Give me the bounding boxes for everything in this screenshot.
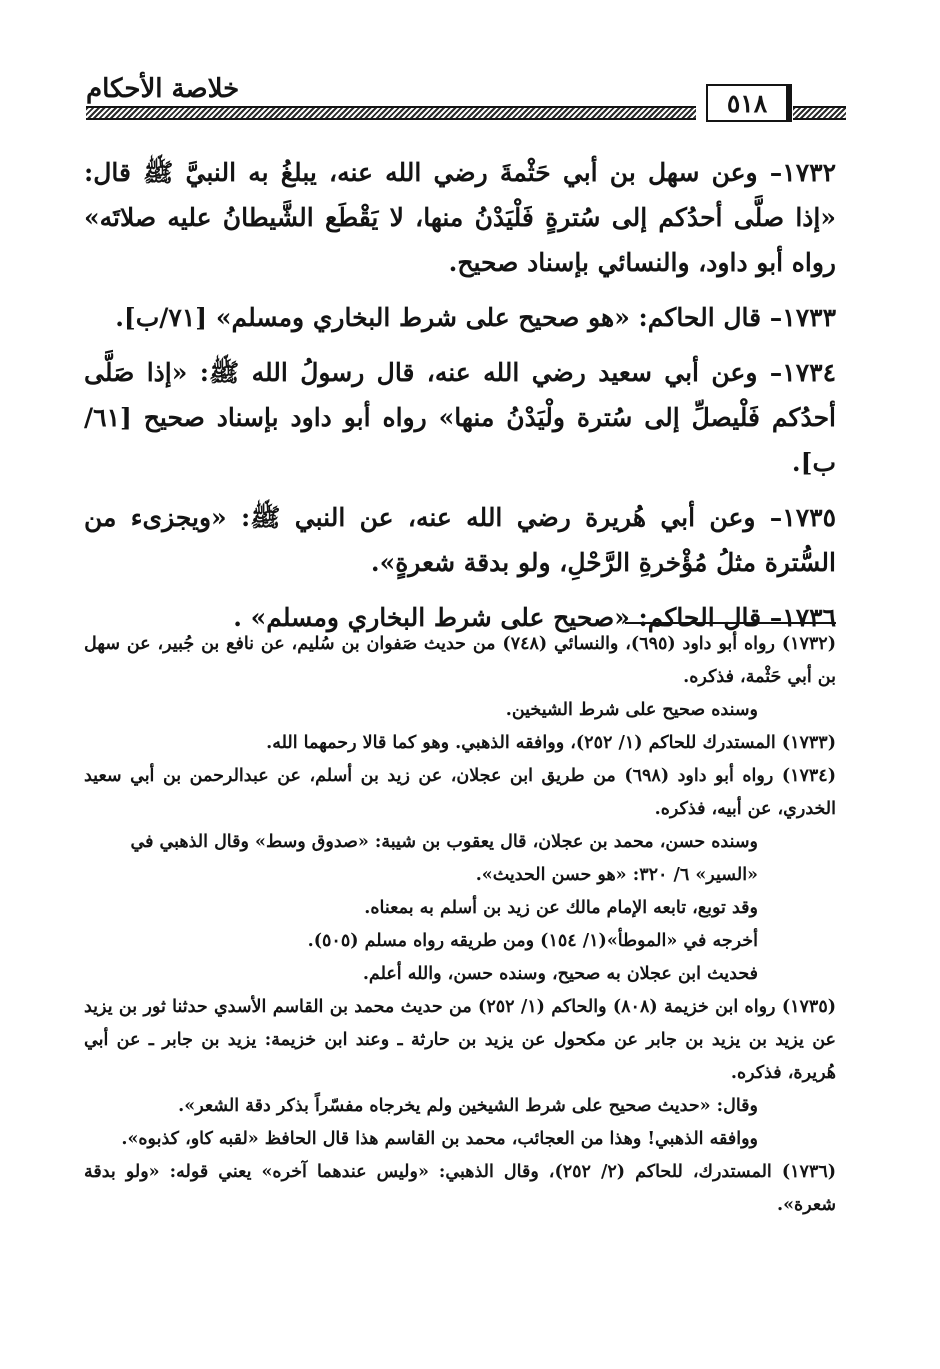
entry-tail: رواه أبو داود بإسناد صحيح [٦١/ب]. [84, 403, 836, 477]
entry-1734 [84, 350, 836, 485]
footnote-number: (١٧٣٢) [781, 634, 836, 654]
entry-number: ١٧٣٢ [782, 158, 836, 187]
footnote-line: ووافقه الذهبي! وهذا من العجائب، محمد بن القاسم هذا قال الحافظ «لقبه كاو، كذبوه». [121, 1129, 758, 1149]
header-rule-right [793, 106, 846, 120]
entry-tail: [٧١/ب]. [115, 303, 208, 332]
footnote-1736 [84, 1156, 836, 1222]
entry-number: ١٧٣٣ [782, 303, 836, 332]
entry-1735 [84, 495, 836, 585]
hadith-text: «صحيح على شرط البخاري ومسلم» [250, 603, 630, 632]
entry-tail: . [370, 548, 380, 577]
entry-intro: – وعن أبي سعيد رضي الله عنه، قال رسولُ الله ﷺ: [199, 358, 783, 387]
footnote-1732 [84, 628, 836, 694]
footnote-1735 [84, 991, 836, 1090]
page-number: ٥١٨ [706, 84, 792, 122]
hadith-text: «هو صحيح على شرط البخاري ومسلم» [215, 303, 630, 332]
footnote-text: رواه أبو داود (٦٩٥)، والنسائي (٧٤٨) من حديث صَفوان بن سُليم، عن نافع بن جُبير، عن سهل بن أبي حَثْمة، فذكره. [84, 634, 836, 687]
entry-tail: رواه أبو داود، والنسائي بإسناد صحيح. [448, 248, 836, 277]
entry-1733 [84, 295, 836, 340]
entry-1732 [84, 150, 836, 285]
page-header [86, 70, 846, 130]
footnote-separator [625, 622, 836, 624]
footnotes [84, 628, 836, 1222]
hadith-text: «ويجزىء من السُّترة مثلُ مُؤْخرةِ الرَّحْلِ، ولو بدقة شعرةٍ» [84, 503, 836, 577]
footnote-1734 [84, 760, 836, 826]
entry-tail: . [233, 603, 242, 632]
footnote-line: وقد توبع، تابعه الإمام مالك عن زيد بن أسلم به بمعناه. [364, 898, 758, 918]
main-text [84, 150, 836, 650]
footnote-text: المستدرك، للحاكم (٢/ ٢٥٢)، وقال الذهبي: «وليس عندهما آخره» يعني قوله: «ولو بدقة شعرة». [84, 1162, 836, 1215]
entry-number: ١٧٣٦ [782, 603, 836, 632]
footnote-text: رواه ابن خزيمة (٨٠٨) والحاكم (١/ ٢٥٢) من حديث محمد بن القاسم الأسدي حدثنا ثور بن يزيد عن يزيد بن يزيد بن جابر عن مكحول عن يزيد بن حارثة ـ وعند ابن خزيمة: يزيد بن جابر ـ عن أبي هُريرة، فذكره. [84, 997, 836, 1083]
entry-intro: – قال الحاكم: [638, 603, 783, 632]
entry-intro: – وعن أبي هُريرة رضي الله عنه، عن النبي ﷺ: [241, 503, 783, 532]
footnote-1733 [84, 727, 836, 760]
footnote-number: (١٧٣٤) [781, 766, 836, 786]
footnote-number: (١٧٣٥) [781, 997, 837, 1017]
entry-intro: – وعن سهل بن أبي حَثْمةَ رضي الله عنه، يبلغُ به النبيَّ ﷺ قال: [84, 158, 783, 187]
footnote-text: رواه أبو داود (٦٩٨) من طريق ابن عجلان، عن زيد بن أسلم، عن عبدالرحمن بن أبي سعيد الخدري، عن أبيه، فذكره. [84, 766, 836, 819]
running-title: خلاصة الأحكام [86, 74, 240, 104]
hadith-text: «إذا صلَّى أحدُكم إلى سُترةٍ فَلْيَدْنُ منها، لا يَقْطَع الشَّيطانُ عليه صلاتَه» [84, 203, 836, 232]
footnote-line: وسنده صحيح على شرط الشيخين. [505, 700, 758, 720]
entry-number: ١٧٣٤ [782, 358, 836, 387]
footnote-line: فحديث ابن عجلان به صحيح، وسنده حسن، والله أعلم. [362, 964, 758, 984]
footnote-line: وسنده حسن، محمد بن عجلان، قال يعقوب بن شيبة: «صدوق وسط» وقال الذهبي في «السير» ٦/ ٣٢٠: «هو حسن الحديث». [130, 832, 758, 885]
entry-number: ١٧٣٥ [782, 503, 836, 532]
footnote-text: المستدرك للحاكم (١/ ٢٥٢)، ووافقه الذهبي. وهو كما قالا رحمهما الله. [266, 733, 776, 753]
footnote-line: أخرجه في «الموطأ»(١/ ١٥٤) ومن طريقه رواه مسلم (٥٠٥). [307, 931, 758, 951]
footnote-number: (١٧٣٣) [781, 733, 836, 753]
footnote-line: وقال: «حديث صحيح على شرط الشيخين ولم يخرجاه مفسّراً بذكر دقة الشعر». [178, 1096, 758, 1116]
hadith-text: «إذا صَلَّى أحدُكم فَلْيصلِّ إلى سُترة ولْيَدْنُ منها» [84, 358, 836, 432]
footnote-number: (١٧٣٦) [781, 1162, 837, 1182]
header-rule [86, 106, 696, 120]
entry-intro: – قال الحاكم: [638, 303, 783, 332]
